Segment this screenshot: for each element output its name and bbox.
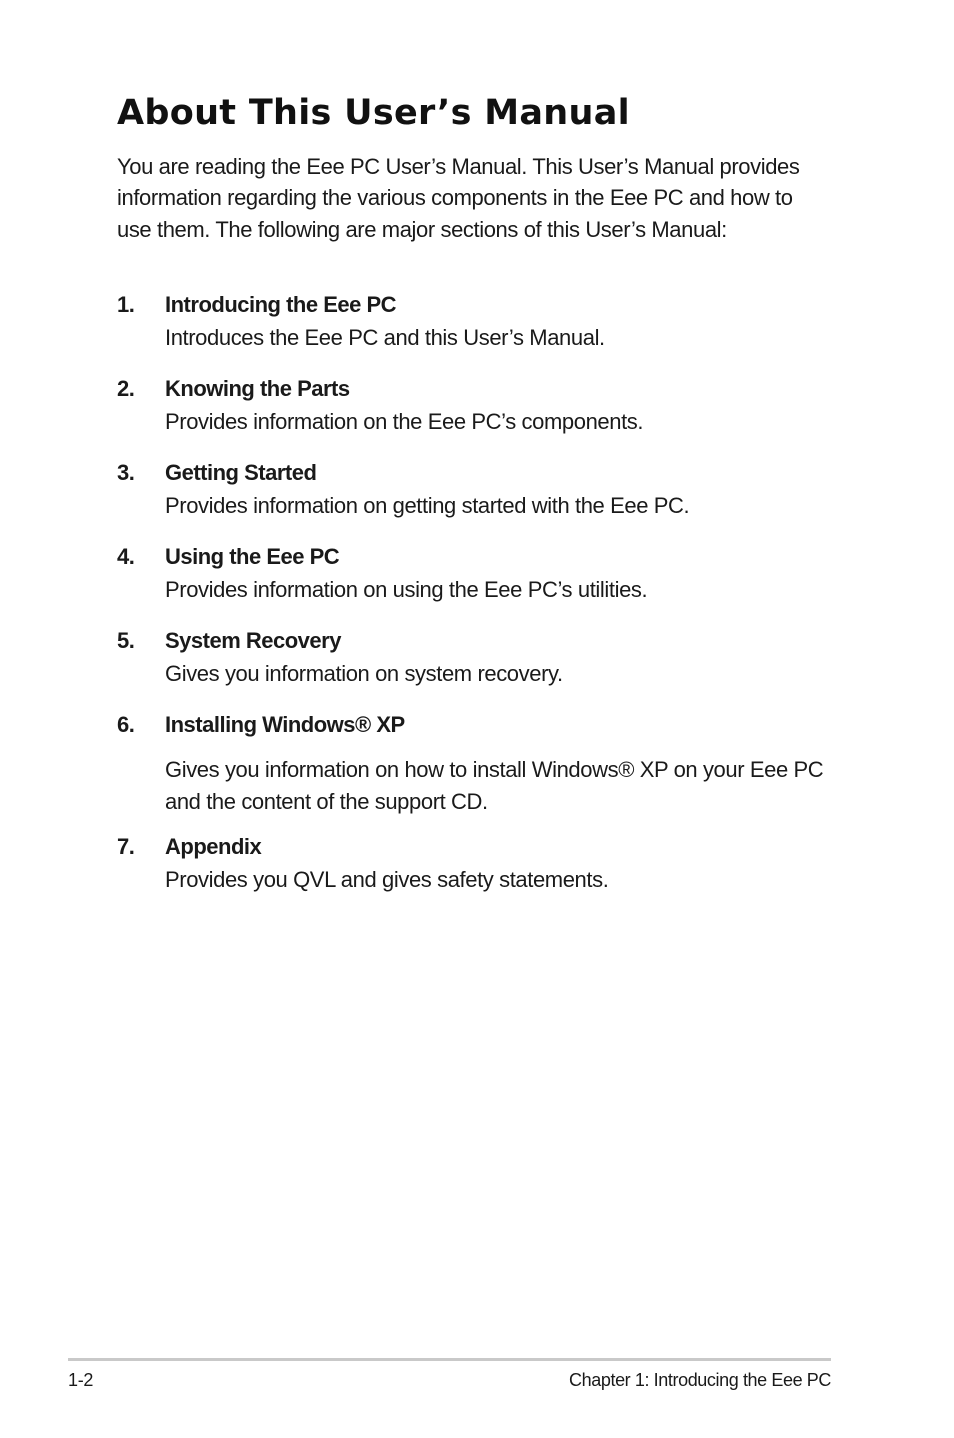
section-description: Gives you information on how to install Windows® XP on your Eee PC and the content of the support CD. <box>165 757 824 814</box>
section-heading <box>117 624 837 658</box>
section-number: 2. <box>117 376 135 401</box>
section-heading <box>117 830 837 864</box>
section-heading <box>117 540 837 574</box>
section-number: 7. <box>117 834 135 859</box>
section-number: 6. <box>117 712 135 737</box>
list-item <box>117 830 837 896</box>
section-description: Provides information on using the Eee PC’s utilities. <box>165 577 648 602</box>
section-description: Provides you QVL and gives safety statements. <box>165 867 609 892</box>
section-description: Provides information on getting started with the Eee PC. <box>165 493 690 518</box>
section-title: Introducing the Eee PC <box>165 292 397 317</box>
section-heading <box>117 456 837 490</box>
section-description: Introduces the Eee PC and this User’s Manual. <box>165 325 605 350</box>
section-description: Gives you information on system recovery. <box>165 661 563 686</box>
section-number: 1. <box>117 292 135 317</box>
page-title: About This User’s Manual <box>117 93 630 133</box>
section-number: 4. <box>117 544 135 569</box>
intro-paragraph: You are reading the Eee PC User’s Manual. This User’s Manual provides information regarding the various components in the Eee PC and how to use them. The following are major sections of this User’s Manual: <box>117 154 800 242</box>
section-title: Knowing the Parts <box>165 376 350 401</box>
section-title: Appendix <box>165 834 262 859</box>
list-item <box>117 540 837 606</box>
footer-page-number: 1-2 <box>68 1370 94 1390</box>
section-number: 5. <box>117 628 135 653</box>
list-item <box>117 288 837 354</box>
list-item <box>117 456 837 522</box>
section-heading <box>117 708 837 742</box>
list-item <box>117 624 837 690</box>
section-title: System Recovery <box>165 628 341 653</box>
section-title: Using the Eee PC <box>165 544 340 569</box>
footer-divider <box>68 1358 831 1361</box>
footer-chapter-title: Chapter 1: Introducing the Eee PC <box>569 1370 831 1390</box>
list-item <box>117 372 837 438</box>
section-description: Provides information on the Eee PC’s components. <box>165 409 644 434</box>
list-item <box>117 708 837 818</box>
section-heading <box>117 288 837 322</box>
section-heading <box>117 372 837 406</box>
section-title: Installing Windows® XP <box>165 712 405 737</box>
section-title: Getting Started <box>165 460 317 485</box>
section-number: 3. <box>117 460 135 485</box>
